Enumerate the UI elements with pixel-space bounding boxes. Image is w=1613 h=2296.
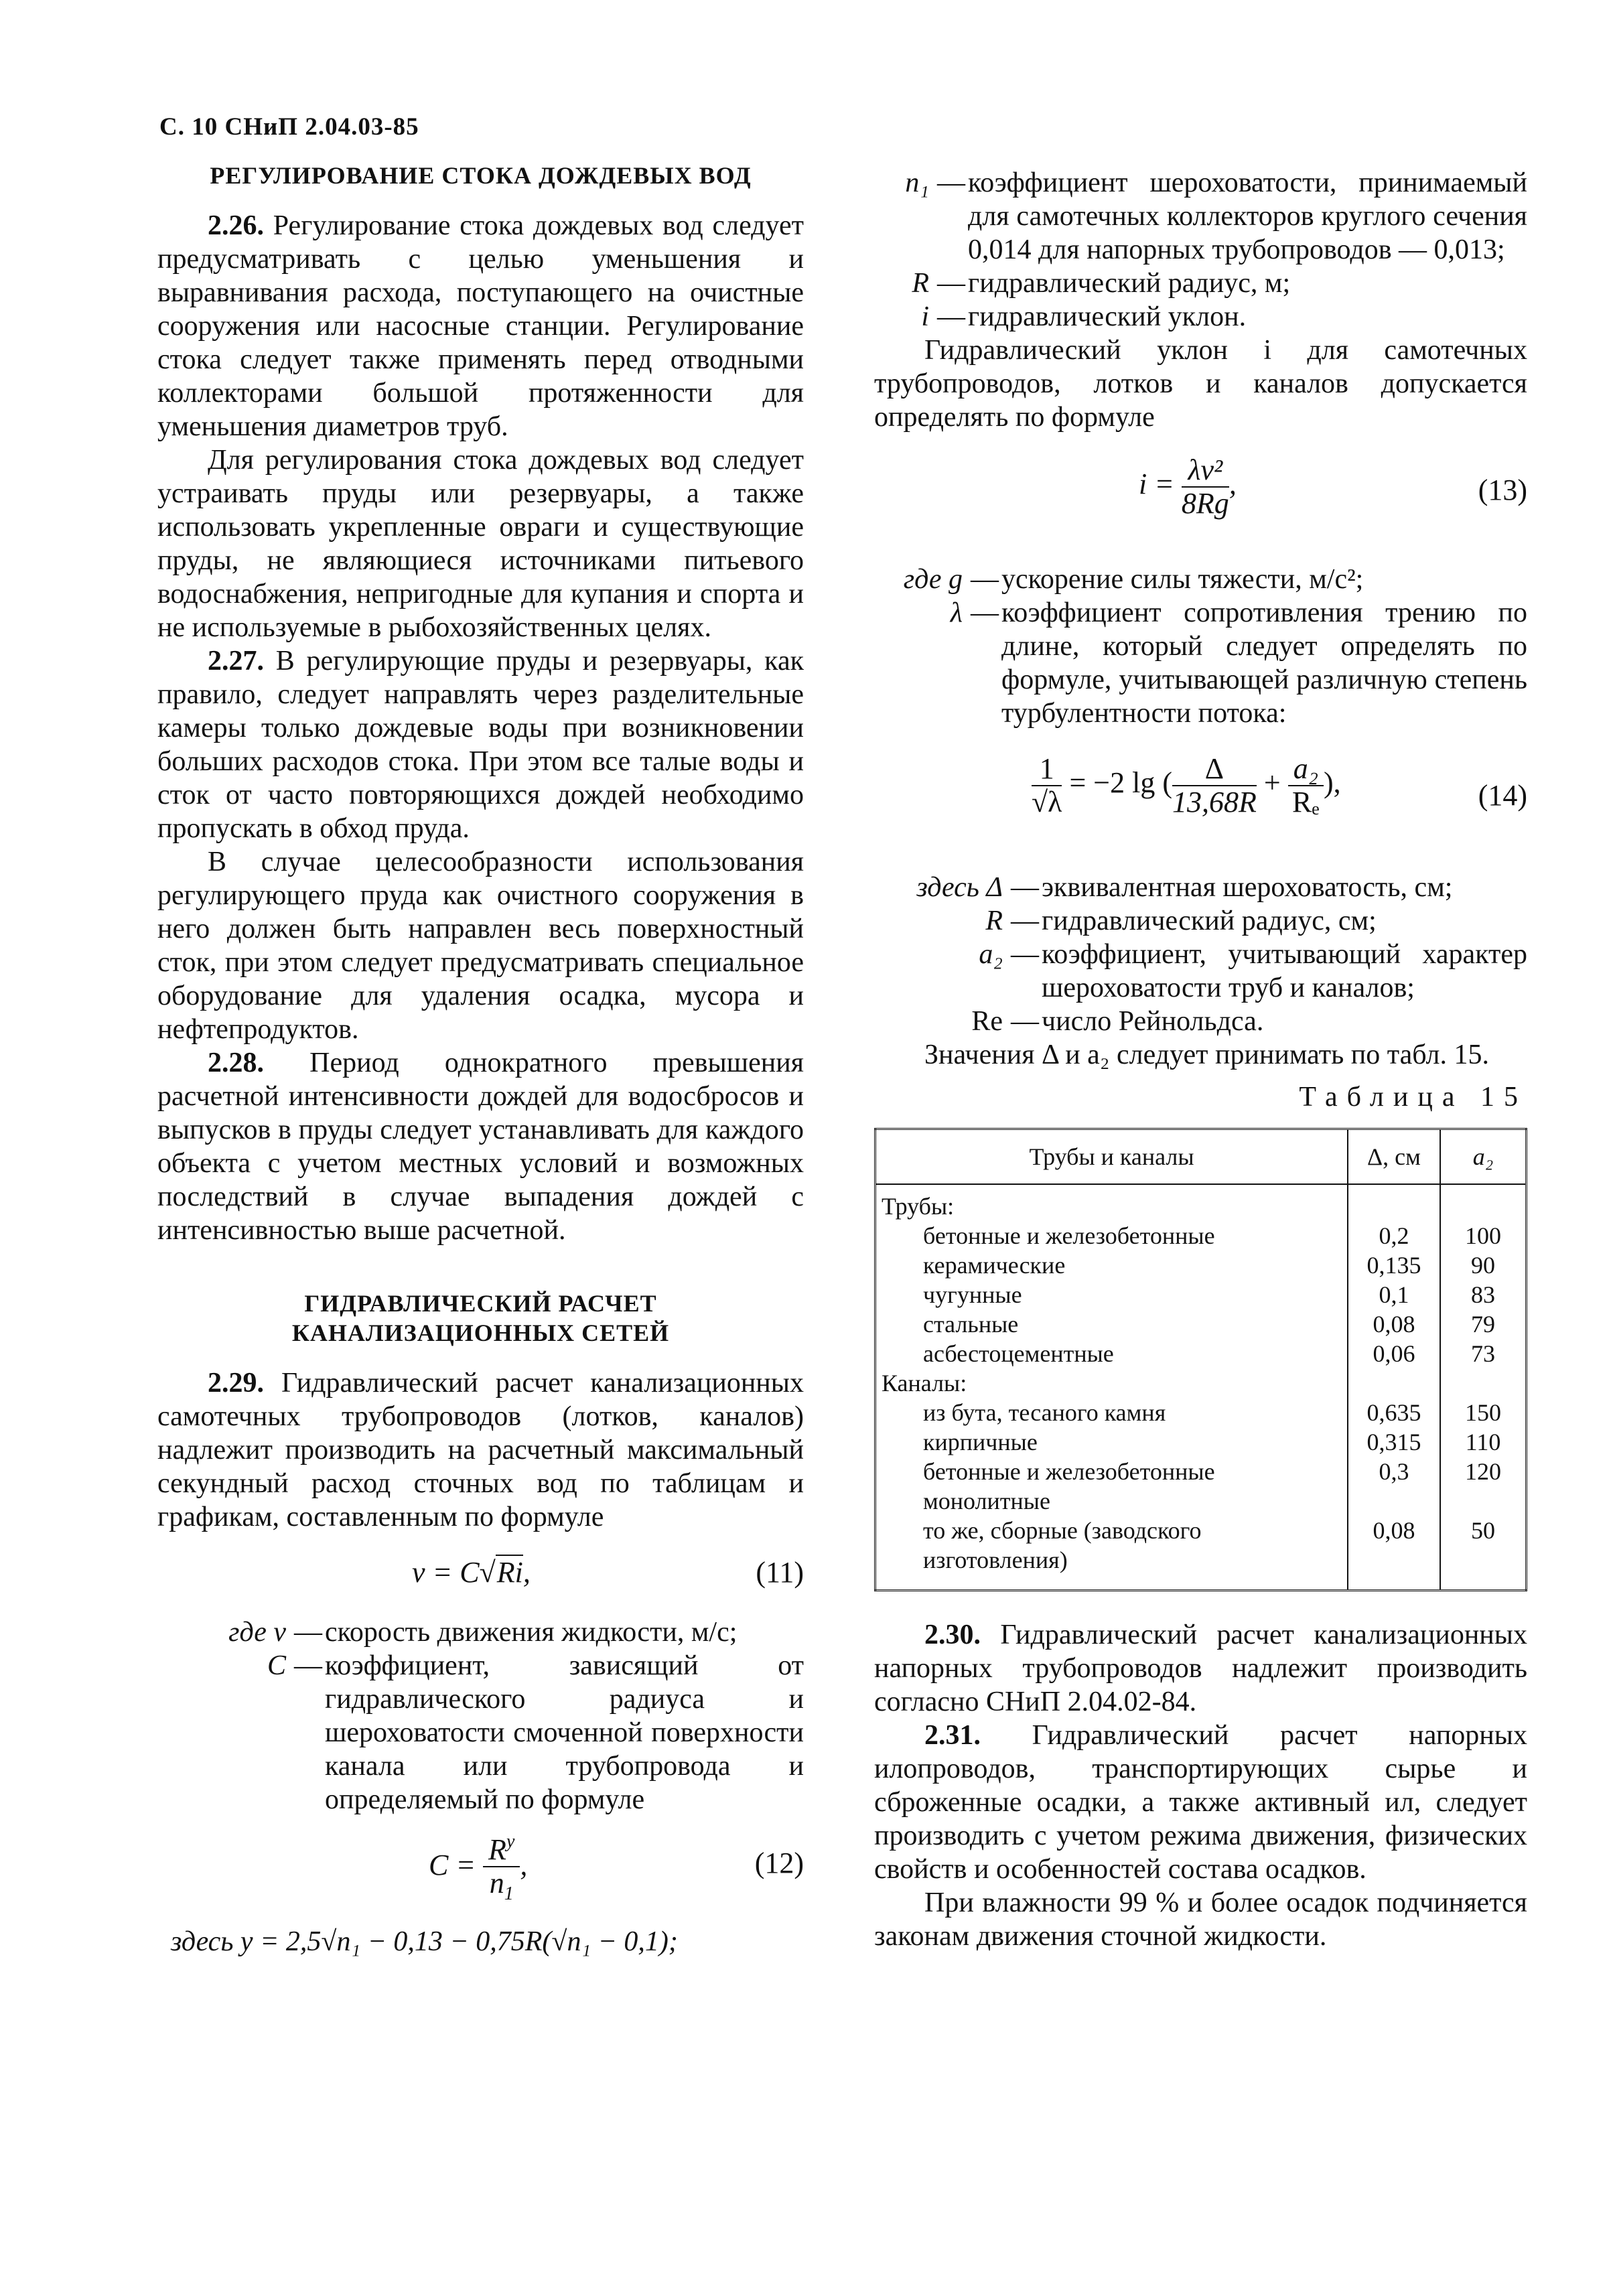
paragraph-values: Значения Δ и a₂ следует принимать по табл. 15. <box>924 1039 1489 1070</box>
fraction-denominator: 8Rg <box>1181 487 1229 520</box>
paragraph-text: Гидравлический расчет канализационных напорных трубопроводов надлежит производить согласно СНиП 2.04.02-84. <box>874 1620 1527 1717</box>
table-row <box>875 1184 1527 1221</box>
table-header-cell: a₂ <box>1440 1129 1527 1185</box>
formula-expression: v = C√Ri, <box>412 1556 531 1589</box>
formula-13 <box>874 454 1527 555</box>
table-header-cell: Δ, см <box>1348 1129 1440 1185</box>
numerator-base: R <box>488 1833 506 1866</box>
table-cell-a2 <box>1440 1368 1527 1398</box>
formula-12 <box>157 1826 804 1920</box>
definition-dash: — <box>937 167 965 198</box>
definition-symbol: где v <box>228 1617 286 1648</box>
formula-number: (12) <box>754 1847 804 1879</box>
denominator-subscript: 1 <box>504 1883 514 1904</box>
formula-11 <box>157 1549 804 1616</box>
table-cell-a2: 83 <box>1471 1281 1495 1308</box>
table-row <box>875 1309 1527 1339</box>
paragraph-text: Регулирование стока дождевых вод следует предусматривать с целью уменьшения и выравнивания расхода, поступающего на очистные сооружения или насосные станции. Регулирование стока следует также применять перед отводными коллекторами большой протяженности для уменьшения диаметров труб. <box>157 210 804 442</box>
fraction-denominator <box>483 1867 520 1910</box>
fraction-numerator: a₂ <box>1288 753 1324 786</box>
definition-text: число Рейнольдса. <box>1042 1006 1264 1037</box>
table-cell-delta: 0,3 <box>1348 1457 1440 1516</box>
table-row <box>875 1427 1527 1457</box>
table-cell-delta <box>1348 1368 1440 1398</box>
definition-g <box>867 563 1527 596</box>
table-row <box>875 1221 1527 1250</box>
definition-dash: — <box>937 268 965 299</box>
definition-n1 <box>874 166 1527 267</box>
definition-text: гидравлический радиус, м; <box>968 268 1291 299</box>
fraction-numerator: Δ <box>1172 753 1257 786</box>
paragraph-slope: Гидравлический уклон i для самотечных трубопроводов, лотков и каналов допускается определять по формуле <box>874 335 1527 433</box>
table-row <box>875 1457 1527 1516</box>
table-cell-name: из бута, тесаного камня <box>875 1398 1348 1427</box>
paragraph-text: Период однократного превышения расчетной интенсивности дождей для водосбросов и выпусков в пруды следует устанавливать для каждого объекта с учетом местных условий и возможных последствий в случае выпадения дождей с интенсивностью выше расчетной. <box>157 1048 804 1246</box>
definition-text: ускорение силы тяжести, м/с²; <box>1001 564 1364 595</box>
definition-r2 <box>867 904 1527 938</box>
paragraph-2-28 <box>157 1046 804 1247</box>
formula-fraction <box>483 1826 520 1910</box>
definition-symbol: R <box>912 268 929 299</box>
formula-fraction-delta <box>1172 753 1257 818</box>
definition-text: коэффициент шероховатости, принимаемый для самотечных коллекторов круглого сечения 0,014 для напорных трубопроводов — 0,013; <box>968 167 1527 265</box>
formula-lhs: i = <box>1139 468 1174 501</box>
paragraph-2-29 <box>157 1366 804 1534</box>
formula-number: (13) <box>1478 474 1527 506</box>
formula-number: (11) <box>756 1556 804 1589</box>
paragraph-2-27 <box>157 644 804 845</box>
fraction-denominator: Rₑ <box>1292 786 1320 818</box>
denominator-base: n <box>489 1867 504 1899</box>
definition-text: коэффициент сопротивления трению по длине, который следует определять по формуле, учитывающей различную степень турбулентности потока: <box>1001 597 1527 729</box>
left-column <box>157 161 804 1958</box>
table-cell-a2: 73 <box>1471 1340 1495 1367</box>
paragraph-2-26-b: Для регулирования стока дождевых вод следует устраивать пруды или резервуары, а также использовать укрепленные овраги и существующие пруды, не являющиеся источниками питьевого водоснабжения, непригодные для купания и спорта и не используемые в рыбохозяйственных целях. <box>157 445 804 643</box>
definition-dash: — <box>971 597 999 628</box>
y-formula: здесь y = 2,5√n₁ − 0,13 − 0,75R(√n₁ − 0,1); <box>171 1926 678 1957</box>
definition-dash: — <box>1011 872 1039 903</box>
definition-dash: — <box>1011 906 1039 936</box>
definition-symbol: где g <box>903 564 963 595</box>
definition-c <box>157 1649 804 1816</box>
formula-tail: , <box>1229 468 1237 501</box>
table-row <box>875 1280 1527 1309</box>
definition-v <box>157 1616 804 1649</box>
numerator-exponent: y <box>506 1831 515 1852</box>
formula-tail: , <box>522 1556 531 1589</box>
paragraph-2-26 <box>157 209 804 443</box>
table-cell-delta: 0,2 <box>1348 1221 1440 1250</box>
fraction-denominator: 13,68R <box>1172 786 1257 818</box>
table-cell-delta: 0,315 <box>1348 1427 1440 1457</box>
fraction-numerator: 1 <box>1032 753 1062 786</box>
heading-line: ГИДРАВЛИЧЕСКИЙ РАСЧЕТ <box>304 1290 657 1317</box>
table-cell-a2: 50 <box>1471 1517 1495 1544</box>
formula-expression <box>1139 454 1237 520</box>
section-heading-rain-runoff: РЕГУЛИРОВАНИЕ СТОКА ДОЖДЕВЫХ ВОД <box>210 162 752 189</box>
definition-text: коэффициент, учитывающий характер шероховатости труб и каналов; <box>1042 939 1527 1003</box>
table-cell-name: бетонные и железобетонные монолитные <box>875 1457 1348 1516</box>
formula-radicand: Ri <box>496 1556 523 1589</box>
definition-i <box>874 300 1527 334</box>
formula-14 <box>874 746 1527 860</box>
table-cell-delta: 0,635 <box>1348 1398 1440 1427</box>
table-row <box>875 1398 1527 1427</box>
table-cell-name: асбестоцементные <box>875 1339 1348 1368</box>
definition-r <box>874 267 1527 300</box>
formula-middle: = −2 lg ( <box>1069 766 1172 800</box>
definition-a2 <box>867 938 1527 1005</box>
definition-symbol: n₁ <box>905 167 929 198</box>
table-cell-delta: 0,08 <box>1348 1309 1440 1339</box>
clause-number: 2.28. <box>208 1048 264 1078</box>
definition-re <box>867 1005 1527 1038</box>
formula-expression <box>1032 753 1341 818</box>
table-cell-a2: 150 <box>1465 1399 1501 1426</box>
definition-dash: — <box>1011 939 1039 970</box>
definition-dash: — <box>294 1650 322 1681</box>
formula-plus: + <box>1263 766 1281 800</box>
fraction-numerator <box>483 1826 520 1867</box>
definition-symbol: a₂ <box>979 939 1003 970</box>
formula-expression <box>429 1826 527 1910</box>
paragraph-text: Гидравлический расчет канализационных самотечных трубопроводов (лотков, каналов) надлежит производить на расчетный максимальный секундный расход сточных вод по таблицам и графикам, составленным по формуле <box>157 1368 804 1532</box>
table-cell-a2: 90 <box>1471 1252 1495 1279</box>
definition-text: коэффициент, зависящий от гидравлического радиуса и шероховатости смоченной поверхности канала или трубопровода и определяемый по формуле <box>325 1650 804 1815</box>
table-cell-a2: 100 <box>1465 1222 1501 1249</box>
formula-lhs: v = C <box>412 1556 480 1589</box>
clause-number: 2.31. <box>924 1720 981 1751</box>
paragraph-2-30 <box>874 1618 1527 1719</box>
section-heading-hydraulic-calc <box>157 1289 804 1348</box>
definitions-11 <box>157 1616 804 1816</box>
right-column <box>874 166 1527 1953</box>
table-header-cell: Трубы и каналы <box>875 1129 1348 1185</box>
clause-number: 2.27. <box>208 646 264 676</box>
table-cell-delta <box>1348 1184 1440 1221</box>
table-cell-delta: 0,06 <box>1348 1339 1440 1368</box>
table-row <box>875 1368 1527 1398</box>
clause-number: 2.29. <box>208 1368 264 1398</box>
table-cell-name: бетонные и железобетонные <box>875 1221 1348 1250</box>
table-row <box>875 1250 1527 1280</box>
definition-symbol: R <box>985 906 1003 936</box>
table-cell-name: чугунные <box>875 1280 1348 1309</box>
table-cell-delta: 0,1 <box>1348 1280 1440 1309</box>
table-cell-a2: 110 <box>1465 1429 1501 1455</box>
table-cell-name: кирпичные <box>875 1427 1348 1457</box>
paragraph-text: В регулирующие пруды и резервуары, как правило, следует направлять через разделительные камеры только дождевые воды при возникновении больших расходов стока. При этом все талые воды и сток от часто повторяющихся дождей необходимо пропускать в обход пруда. <box>157 646 804 844</box>
table-cell-a2 <box>1440 1184 1527 1221</box>
definition-dash: — <box>971 564 999 595</box>
formula-number: (14) <box>1478 779 1527 812</box>
definition-dash: — <box>294 1617 322 1648</box>
formula-fraction <box>1182 454 1229 520</box>
formula-fraction-a2 <box>1288 753 1324 818</box>
paragraph-text: Гидравлический расчет напорных илопроводов, транспортирующих сырье и сброженные осадки, а также активный ил, следует производить с учетом режима движения, физических свойств и особенностей состава осадков. <box>874 1720 1527 1885</box>
definitions-12 <box>874 166 1527 334</box>
table-body <box>875 1184 1527 1591</box>
table-cell-name: то же, сборные (заводского изготовления) <box>875 1516 1348 1591</box>
fraction-denominator: √λ <box>1032 786 1062 818</box>
table-cell-name: Каналы: <box>875 1368 1348 1398</box>
table-cell-name: Трубы: <box>875 1184 1348 1221</box>
definition-symbol: λ <box>950 597 963 628</box>
table-cell-a2: 120 <box>1465 1458 1501 1485</box>
page-header: С. 10 СНиП 2.04.03-85 <box>159 113 419 141</box>
table-cell-name: керамические <box>875 1250 1348 1280</box>
definition-dash: — <box>937 301 965 332</box>
definition-symbol: C <box>267 1650 286 1681</box>
definition-symbol: i <box>921 301 929 332</box>
clause-number: 2.26. <box>208 210 264 241</box>
paragraph-2-31-b: При влажности 99 % и более осадок подчиняется законам движения сточной жидкости. <box>874 1887 1527 1952</box>
definition-delta <box>867 871 1527 904</box>
table-15 <box>874 1128 1527 1591</box>
paragraph-2-27-b: В случае целесообразности использования регулирующего пруда как очистного сооружения в него должен быть направлен весь поверхностный сток, при этом следует предусматривать специальное оборудование для удаления осадка, мусора и нефтепродуктов. <box>157 847 804 1045</box>
heading-line: КАНАЛИЗАЦИОННЫХ СЕТЕЙ <box>291 1319 670 1346</box>
clause-number: 2.30. <box>924 1620 981 1650</box>
table-title: Таблица 15 <box>1299 1082 1527 1113</box>
definition-symbol: Re <box>971 1006 1003 1037</box>
table-cell-a2: 79 <box>1471 1311 1495 1338</box>
definitions-14 <box>867 871 1527 1038</box>
table-cell-delta: 0,135 <box>1348 1250 1440 1280</box>
definitions-13 <box>867 563 1527 730</box>
table-header-row <box>875 1129 1527 1185</box>
fraction-numerator: λv² <box>1182 454 1229 488</box>
paragraph-2-31 <box>874 1719 1527 1886</box>
formula-lhs: C = <box>429 1849 476 1882</box>
table-cell-name: стальные <box>875 1309 1348 1339</box>
definition-dash: — <box>1011 1006 1039 1037</box>
formula-fraction-left <box>1032 753 1062 818</box>
table-row <box>875 1339 1527 1368</box>
definition-text: эквивалентная шероховатость, см; <box>1042 872 1453 903</box>
definition-symbol: здесь Δ <box>916 872 1003 903</box>
table-row <box>875 1516 1527 1591</box>
formula-tail: ), <box>1324 766 1341 800</box>
definition-lambda <box>867 596 1527 730</box>
table-cell-delta: 0,08 <box>1348 1516 1440 1591</box>
definition-text: гидравлический радиус, см; <box>1042 906 1377 936</box>
definition-text: скорость движения жидкости, м/с; <box>325 1617 738 1648</box>
formula-tail: , <box>520 1849 528 1882</box>
definition-text: гидравлический уклон. <box>968 301 1247 332</box>
